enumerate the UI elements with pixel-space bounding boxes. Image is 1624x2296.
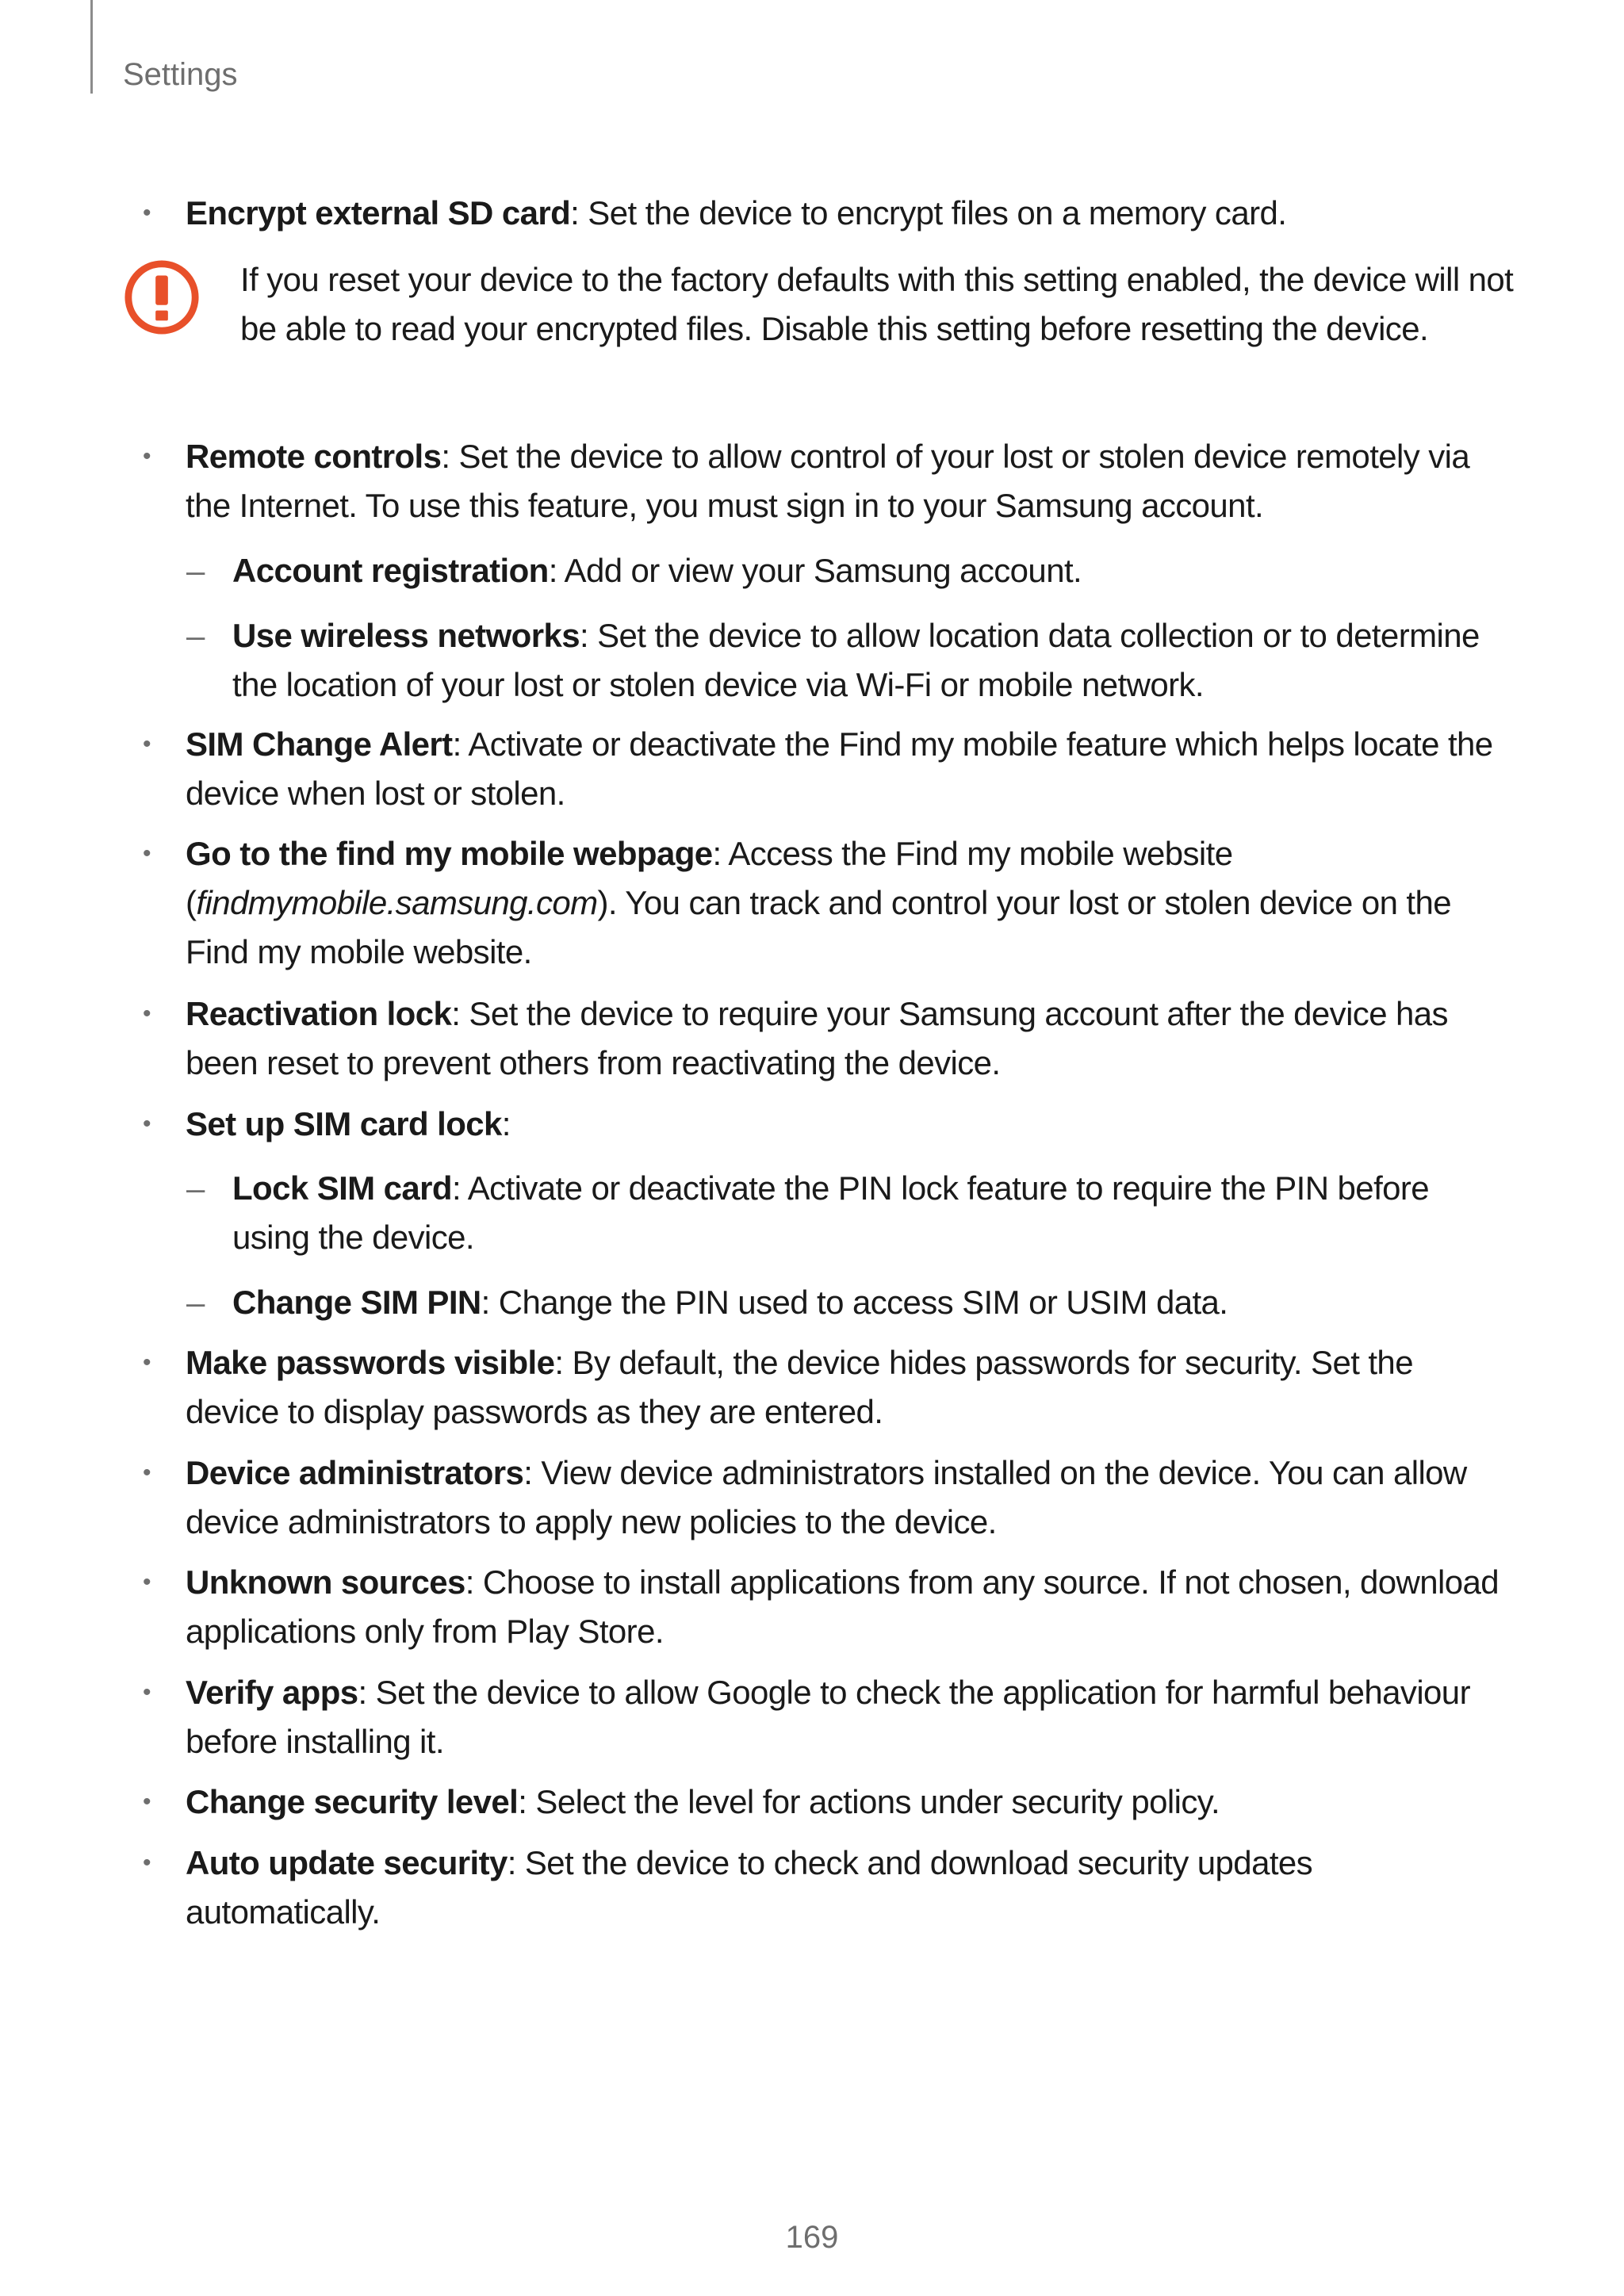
dash: –: [186, 1169, 205, 1207]
bullet: •: [143, 443, 151, 469]
item-term: Account registration: [232, 552, 549, 589]
item-term: Auto update security: [186, 1844, 508, 1881]
item-text: : Select the level for actions under security policy.: [518, 1783, 1220, 1820]
item-term: Set up SIM card lock: [186, 1105, 502, 1142]
list-item-auto-update-security: [143, 1839, 1502, 1937]
bullet: •: [143, 1569, 151, 1595]
list-item-make-passwords-visible: [143, 1338, 1502, 1437]
item-term: Go to the find my mobile webpage: [186, 835, 713, 872]
item-text: : View device administrators installed on the device. You can allow device administrators to apply new policies to the device.: [186, 1454, 1467, 1540]
list-item-device-administrators: [143, 1448, 1502, 1547]
dash: –: [186, 552, 205, 589]
bullet: •: [143, 1111, 151, 1137]
list-item-verify-apps: [143, 1668, 1502, 1766]
item-term: Change SIM PIN: [232, 1284, 481, 1321]
item-text: : Access the Find my mobile website (: [186, 835, 1233, 921]
warning-note: [123, 255, 1514, 406]
list-item-encrypt-sd: [143, 189, 1502, 238]
warning-text: If you reset your device to the factory defaults with this setting enabled, the device will not be able to read your encrypted files. Disable this setting before resetting the device.: [240, 261, 1514, 347]
item-text: : Set the device to check and download security updates automatically.: [186, 1844, 1313, 1931]
item-term: Make passwords visible: [186, 1344, 555, 1381]
bullet: •: [143, 1789, 151, 1815]
item-text: : Set the device to require your Samsung account after the device has been reset to prevent others from reactivating the device.: [186, 995, 1448, 1081]
item-text: : Set the device to allow location data collection or to determine the location of your lost or stolen device via Wi-Fi or mobile network.: [232, 617, 1480, 703]
list-item-find-my-mobile: [143, 829, 1502, 977]
item-term: Change security level: [186, 1783, 519, 1820]
page-number: 169: [785, 2220, 839, 2255]
bullet: •: [143, 1349, 151, 1376]
list-item-remote-controls: [143, 432, 1502, 530]
website-link[interactable]: findmymobile.samsung.com: [196, 884, 598, 921]
bullet: •: [143, 1850, 151, 1876]
item-text: : Add or view your Samsung account.: [548, 552, 1082, 589]
list-item-unknown-sources: [143, 1558, 1502, 1656]
item-term: Reactivation lock: [186, 995, 452, 1032]
item-text: : Set the device to allow control of your lost or stolen device remotely via the Internet. To use this feature, you must sign in to your Samsung account.: [186, 438, 1470, 524]
sub-item-use-wireless-networks: [186, 611, 1501, 710]
item-term: Encrypt external SD card: [186, 194, 571, 232]
dash: –: [186, 617, 205, 654]
bullet: •: [143, 840, 151, 867]
page-header-title: Settings: [123, 57, 238, 92]
item-term: Verify apps: [186, 1674, 358, 1711]
item-text: :: [501, 1105, 511, 1142]
dash: –: [186, 1284, 205, 1321]
bullet: •: [143, 1679, 151, 1705]
item-text: : Choose to install applications from any source. If not chosen, download applications only from Play Store.: [186, 1563, 1500, 1650]
item-text: : Set the device to encrypt files on a memory card.: [570, 194, 1287, 232]
bullet: •: [143, 200, 151, 226]
item-term: Remote controls: [186, 438, 442, 475]
list-item-sim-card-lock: [143, 1100, 1502, 1149]
header-rule: [90, 0, 93, 94]
item-text: : By default, the device hides passwords for security. Set the device to display passwords as they are entered.: [186, 1344, 1413, 1430]
list-item-change-security-level: [143, 1777, 1502, 1827]
bullet: •: [143, 1001, 151, 1027]
list-item-reactivation-lock: [143, 989, 1502, 1088]
item-term: Use wireless networks: [232, 617, 580, 654]
item-text: ). You can track and control your lost or stolen device on the Find my mobile website.: [186, 884, 1451, 970]
item-term: Unknown sources: [186, 1563, 465, 1601]
item-term: Device administrators: [186, 1454, 524, 1491]
sub-item-lock-sim-card: [186, 1164, 1501, 1262]
list-item-sim-change-alert: [143, 720, 1502, 818]
sub-item-account-registration: [186, 546, 1501, 595]
item-term: Lock SIM card: [232, 1169, 452, 1207]
bullet: •: [143, 1460, 151, 1486]
item-text: : Activate or deactivate the PIN lock feature to require the PIN before using the device.: [232, 1169, 1430, 1256]
item-text: : Set the device to allow Google to check the application for harmful behaviour before installing it.: [186, 1674, 1470, 1760]
item-text: : Change the PIN used to access SIM or USIM data.: [481, 1284, 1228, 1321]
bullet: •: [143, 731, 151, 757]
sub-item-change-sim-pin: [186, 1278, 1501, 1327]
item-text: : Activate or deactivate the Find my mobile feature which helps locate the device when lost or stolen.: [186, 725, 1493, 812]
item-term: SIM Change Alert: [186, 725, 453, 763]
warning-icon: [123, 258, 201, 336]
